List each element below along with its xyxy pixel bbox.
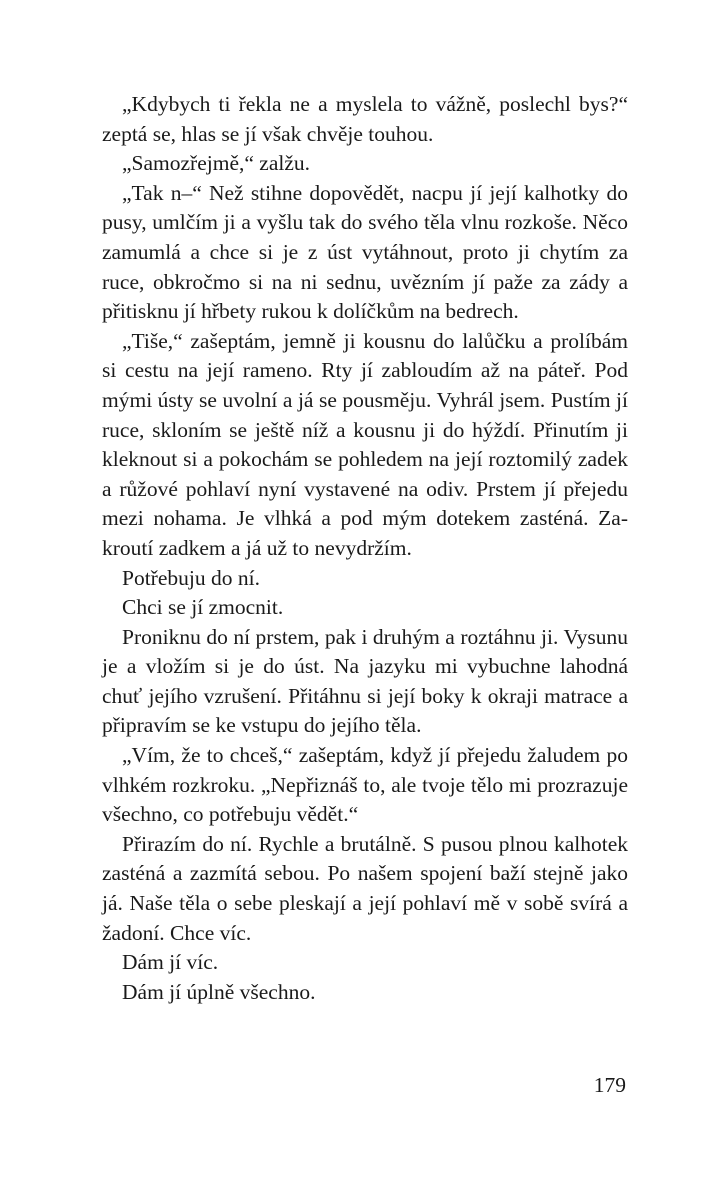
paragraph: „Tiše,“ zašeptám, jemně ji kousnu do lalůčku a prolíbám si cestu na její rameno. Rty jí zabloudím až na páteř. Pod mými ústy se uvolní a já se pousměju. Vyhrál jsem. Pustím jí ruce, skloním se ještě níž a kousnu ji do hýždí. Přinutím ji kleknout si a pokochám se pohledem na její roztomilý zadek a růžové pohlaví nyní vystavené na odiv. Prstem jí přejedu mezi nohama. Je vlhká a pod mým dotekem zasténá. Zakroutí zadkem a já už to nevydržím. <box>102 328 628 560</box>
paragraph: Přirazím do ní. Rychle a brutálně. S pusou plnou kalhotek zasténá a zazmítá sebou. Po našem spojení baží stejně jako já. Naše těla o sebe pleskají a její pohlaví mě v sobě svírá a žadoní. Chce víc. <box>102 831 628 945</box>
paragraph: „Vím, že to chceš,“ zašeptám, když jí přejedu žaludem po vlhkém rozkroku. „Nepřiznáš to, ale tvoje tělo mi prozrazuje všechno, co potřebuju vědět.“ <box>102 743 628 827</box>
paragraph: „Tak n–“ Než stihne dopovědět, nacpu jí její kalhotky do pusy, umlčím ji a vyšlu tak do svého těla vlnu rozkoše. Něco zamumlá a chce si je z úst vytáhnout, proto ji chytím za ruce, obkročmo si na ni sednu, uvězním jí paže za zády a přitisknu jí hřbety rukou k dolíčkům na bedrech. <box>102 180 628 324</box>
page-number: 179 <box>593 1073 626 1097</box>
paragraph: „Kdybych ti řekla ne a myslela to vážně, poslechl bys?“ zeptá se, hlas se jí však chvěje touhou. <box>102 92 628 146</box>
paragraph: Chci se jí zmocnit. <box>122 595 284 620</box>
paragraph: „Samozřejmě,“ zalžu. <box>122 151 311 176</box>
paragraph: Dám jí víc. <box>122 950 219 975</box>
paragraph: Proniknu do ní prstem, pak i druhým a roztáhnu ji. Vysunu je a vložím si je do úst. Na jazyku mi vybuchne lahodná chuť jejího vzrušení. Přitáhnu si její boky k okraji matrace a připravím se ke vstupu do jejího těla. <box>102 624 628 738</box>
paragraph: Potřebuju do ní. <box>122 565 260 590</box>
paragraph: Dám jí úplně všechno. <box>122 979 316 1004</box>
body-text <box>102 90 628 1007</box>
